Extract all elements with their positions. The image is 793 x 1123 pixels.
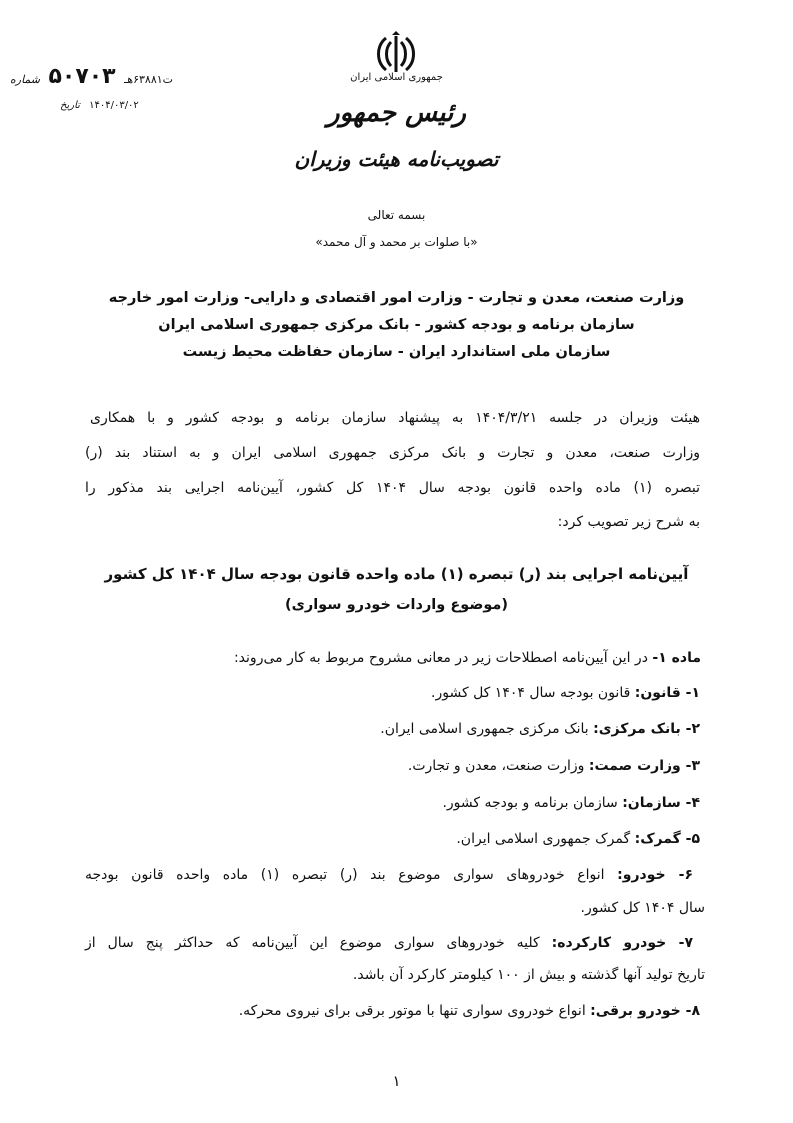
preamble-line: تبصره (۱) ماده واحده قانون بودجه سال ۱۴۰۴ کل کشور، آیین‌نامه اجرایی بند مذکور را bbox=[85, 480, 701, 496]
definition-text: انواع خودروی سواری تنها با موتور برقی برای نیروی محرکه. bbox=[238, 1003, 591, 1019]
definition-item bbox=[85, 935, 693, 951]
preamble-line: به شرح زیر تصویب کرد: bbox=[557, 514, 700, 530]
definition-item bbox=[85, 867, 693, 883]
recipient-line: سازمان برنامه و بودجه کشور - بانک مرکزی جمهوری اسلامی ایران bbox=[158, 317, 635, 333]
invocation-line-2: «با صلوات بر محمد و آل محمد» bbox=[315, 235, 478, 249]
preamble-line: وزارت صنعت، معدن و تجارت و بانک مرکزی جمهوری اسلامی ایران و به استناد بند (ر) bbox=[85, 445, 700, 461]
definition-item bbox=[239, 1003, 700, 1019]
preamble-line: هیئت وزیران در جلسه ۱۴۰۴/۳/۲۱ به پیشنهاد سازمان برنامه و بودجه کشور و با همکاری bbox=[90, 410, 700, 426]
definition-text: گمرک جمهوری اسلامی ایران. bbox=[456, 831, 635, 847]
number-label: شماره bbox=[10, 73, 41, 86]
definition-term: ۲- بانک مرکزی: bbox=[593, 721, 700, 737]
definition-item bbox=[442, 795, 700, 811]
definition-term: ۸- خودرو برقی: bbox=[590, 1003, 700, 1019]
article-text: در این آیین‌نامه اصطلاحات زیر در معانی مشروح مربوط به کار می‌روند: bbox=[233, 650, 653, 666]
article-1 bbox=[234, 650, 701, 666]
article-label: ماده ۱- bbox=[652, 650, 701, 666]
number-field bbox=[10, 64, 173, 89]
definition-term: ۱- قانون: bbox=[634, 685, 700, 701]
number-suffix: ت۶۳۸۸۱هـ bbox=[124, 73, 173, 86]
country-name: جمهوری اسلامی ایران bbox=[350, 72, 443, 83]
definition-text: کلیه خودروهای سواری موضوع این آیین‌نامه که حداکثر پنج سال از bbox=[85, 935, 552, 951]
definition-term: ۳- وزارت صمت: bbox=[588, 758, 700, 774]
document-type: تصویب‌نامه هیئت وزیران bbox=[294, 147, 499, 171]
regulation-title: آیین‌نامه اجرایی بند (ر) تبصره (۱) ماده واحده قانون بودجه سال ۱۴۰۴ کل کشور bbox=[104, 565, 689, 583]
definition-text: انواع خودروهای سواری موضوع بند (ر) تبصره (۱) ماده واحده قانون بودجه bbox=[85, 867, 618, 883]
recipient-line: وزارت صنعت، معدن و تجارت - وزارت امور اقتصادی و دارایی- وزارت امور خارجه bbox=[108, 290, 685, 306]
definition-item bbox=[456, 831, 700, 847]
recipient-line: سازمان ملی استاندارد ایران - سازمان حفاظت محیط زیست bbox=[182, 344, 611, 360]
definition-continuation: تاریخ تولید آنها گذشته و بیش از ۱۰۰ کیلومتر کارکرد آن باشد. bbox=[352, 967, 705, 983]
definition-text: بانک مرکزی جمهوری اسلامی ایران. bbox=[380, 721, 594, 737]
definition-text: وزارت صنعت، معدن و تجارت. bbox=[407, 758, 589, 774]
definition-term: ۵- گمرک: bbox=[634, 831, 700, 847]
definition-item bbox=[380, 721, 700, 737]
date-label: تاریخ bbox=[60, 100, 80, 111]
number-value: ۵۰۷۰۳ bbox=[48, 64, 116, 89]
iran-emblem-icon bbox=[372, 30, 420, 78]
definition-continuation: سال ۱۴۰۴ کل کشور. bbox=[580, 900, 705, 916]
definition-item bbox=[408, 758, 700, 774]
definition-term: ۶- خودرو: bbox=[617, 867, 693, 883]
regulation-subtitle: (موضوع واردات خودرو سواری) bbox=[284, 597, 509, 613]
definition-text: قانون بودجه سال ۱۴۰۴ کل کشور. bbox=[431, 685, 635, 701]
date-value: ۱۴۰۴/۰۳/۰۲ bbox=[89, 100, 139, 111]
definition-term: ۷- خودرو کارکرده: bbox=[551, 935, 693, 951]
page-number: ۱ bbox=[392, 1072, 401, 1090]
date-field bbox=[60, 100, 139, 111]
definition-item bbox=[431, 685, 700, 701]
definition-text: سازمان برنامه و بودجه کشور. bbox=[442, 795, 623, 811]
definition-term: ۴- سازمان: bbox=[622, 795, 700, 811]
office-name: رئیس جمهور bbox=[327, 98, 466, 128]
invocation-line-1: بسمه تعالی bbox=[367, 208, 426, 222]
